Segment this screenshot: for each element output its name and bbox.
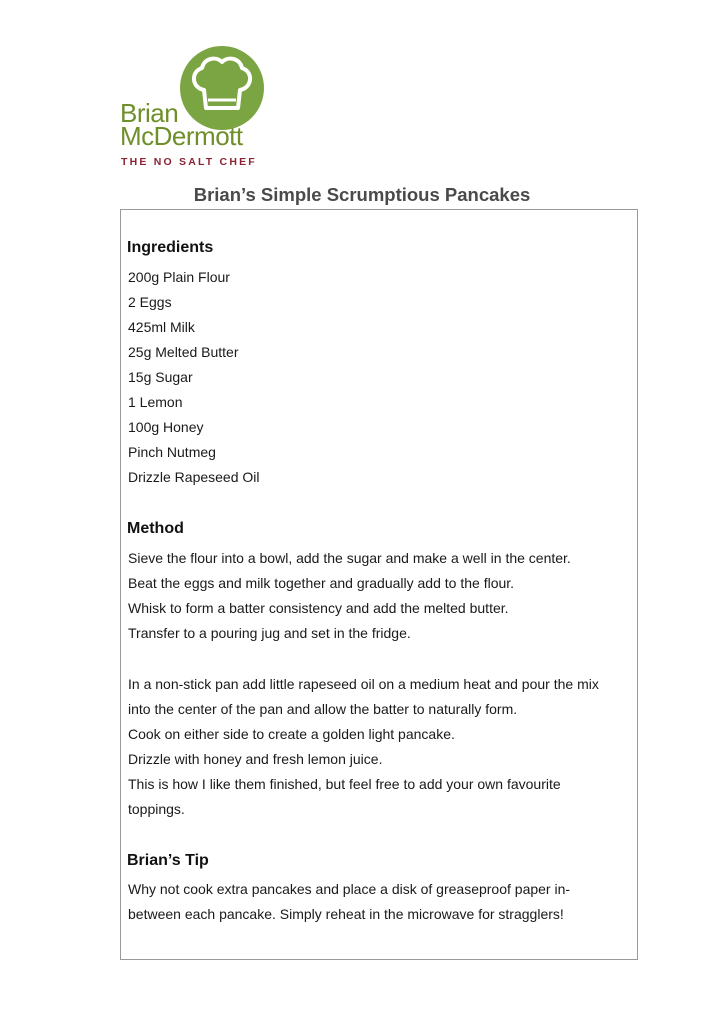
logo-name-first: Brian xyxy=(120,98,179,128)
method-line: Cook on either side to create a golden light pancake. xyxy=(128,726,455,742)
ingredient-item: 25g Melted Butter xyxy=(128,344,239,360)
ingredient-item: 425ml Milk xyxy=(128,319,195,335)
tip-line: Why not cook extra pancakes and place a disk of greaseproof paper in- xyxy=(128,881,571,897)
brand-logo xyxy=(118,44,278,174)
method-line: Beat the eggs and milk together and gradually add to the flour. xyxy=(128,575,515,591)
method-line: Transfer to a pouring jug and set in the fridge. xyxy=(128,625,411,641)
ingredient-item: 200g Plain Flour xyxy=(128,269,230,285)
ingredient-item: 100g Honey xyxy=(128,419,204,435)
method-line: In a non-stick pan add little rapeseed oil on a medium heat and pour the mix xyxy=(128,676,599,692)
ingredient-item: Pinch Nutmeg xyxy=(128,444,216,460)
ingredient-item: 2 Eggs xyxy=(128,294,172,310)
method-line: into the center of the pan and allow the batter to naturally form. xyxy=(128,701,518,717)
logo-name-last: McDermott xyxy=(120,121,243,151)
method-line: Sieve the flour into a bowl, add the sugar and make a well in the center. xyxy=(128,550,571,566)
ingredients-heading: Ingredients xyxy=(127,239,214,256)
method-line: Drizzle with honey and fresh lemon juice. xyxy=(128,751,383,767)
logo-tagline: THE NO SALT CHEF xyxy=(121,156,257,168)
ingredient-item: Drizzle Rapeseed Oil xyxy=(128,469,260,485)
method-heading: Method xyxy=(127,520,184,537)
tip-line: between each pancake. Simply reheat in the microwave for stragglers! xyxy=(128,906,564,922)
tip-heading: Brian’s Tip xyxy=(127,852,209,869)
method-line: Whisk to form a batter consistency and add the melted butter. xyxy=(128,600,509,616)
ingredient-item: 1 Lemon xyxy=(128,394,183,410)
logo-name xyxy=(120,98,243,151)
recipe-title: Brian’s Simple Scrumptious Pancakes xyxy=(193,184,531,205)
ingredient-item: 15g Sugar xyxy=(128,369,193,385)
method-line: This is how I like them finished, but feel free to add your own favourite xyxy=(128,776,561,792)
method-line: toppings. xyxy=(128,801,185,817)
